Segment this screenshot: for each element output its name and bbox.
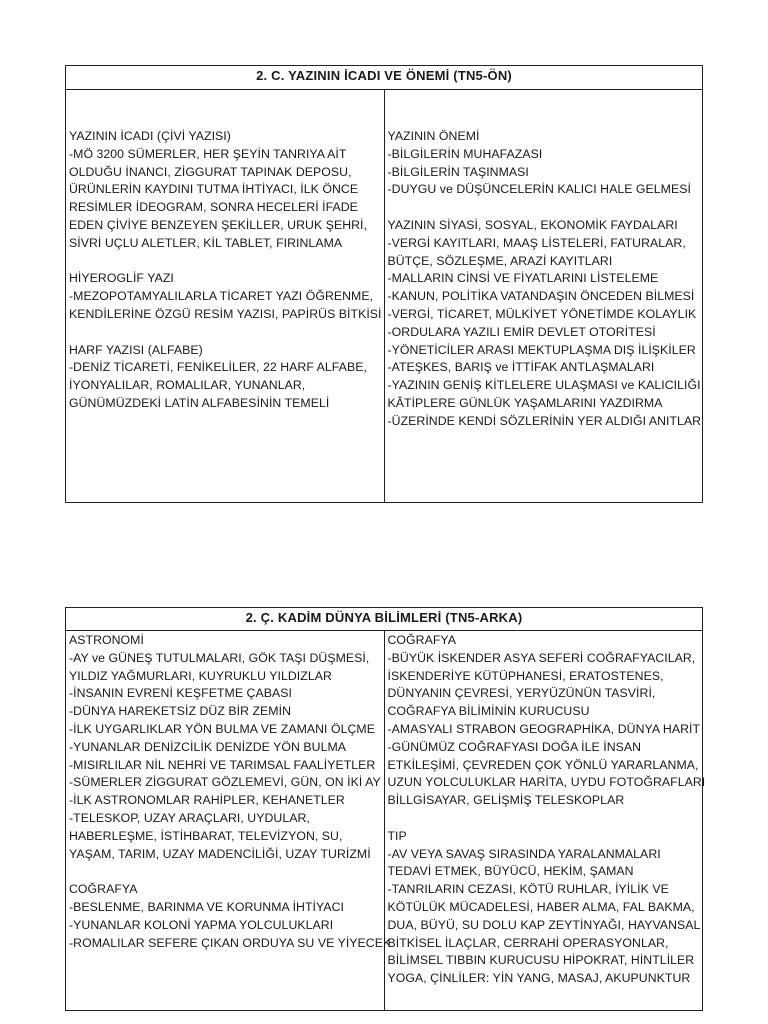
text-line: KÂTİPLERE GÜNLÜK YAŞAMLARINI YAZDIRMA xyxy=(387,395,663,410)
text-line: -GÜNÜMÜZ COĞRAFYASI DOĞA İLE İNSAN xyxy=(387,739,642,754)
text-line: -MEZOPOTAMYALILARLA TİCARET YAZI ÖĞRENME, xyxy=(69,289,374,304)
text-line xyxy=(388,810,703,828)
text-line: -MALLARIN CİNSİ VE FİYATLARINI LİSTELEME xyxy=(387,271,659,286)
text-line: HARF YAZISI (ALFABE) xyxy=(69,342,203,357)
text-line: -TELESKOP, UZAY ARAÇLARI, UYDULAR, xyxy=(69,810,310,825)
text-line: RESİMLER İDEOGRAM, SONRA HECELERİ İFADE xyxy=(69,200,358,215)
text-line: COĞRAFYA xyxy=(387,633,456,647)
text-line: -ORDULARA YAZILI EMİR DEVLET OTORİTESİ xyxy=(387,324,656,339)
left-column xyxy=(66,90,385,503)
text-line: DÜNYANIN ÇEVRESİ, YERYÜZÜNÜN TASVİRİ, xyxy=(387,686,656,701)
text-line: -TANRILARIN CEZASI, KÖTÜ RUHLAR, İYİLİK VE xyxy=(387,882,669,897)
text-line: DUA, BÜYÜ, SU DOLU KAP ZEYTİNYAĞI, HAYVANSAL xyxy=(387,917,701,932)
text-line: EDEN ÇİVİYE BENZEYEN ŞEKİLLER, URUK ŞEHRİ, xyxy=(69,217,367,232)
text-line: -İLK ASTRONOMLAR RAHİPLER, KEHANETLER xyxy=(69,793,345,808)
text-line: -BİLGİLERİN MUHAFAZASI xyxy=(387,146,543,161)
text-line: -BÜYÜK İSKENDER ASYA SEFERİ COĞRAFYACILAR, xyxy=(387,650,696,665)
text-line: YILDIZ YAĞMURLARI, KUYRUKLU YILDIZLAR xyxy=(69,668,332,683)
text-line: YAZININ SİYASİ, SOSYAL, EKONOMİK FAYDALARI xyxy=(387,217,678,232)
card-title: 2. Ç. KADİM DÜNYA BİLİMLERİ (TN5-ARKA) xyxy=(66,608,703,631)
text-line xyxy=(69,324,384,342)
text-line: -YUNANLAR DENİZCİLİK DENİZDE YÖN BULMA xyxy=(69,739,347,754)
right-column xyxy=(384,90,703,503)
text-line: -VERGİ KAYITLARI, MAAŞ LİSTELERİ, FATURALAR, xyxy=(387,235,686,250)
text-line: -VERGİ, TİCARET, MÜLKİYET YÖNETİMDE KOLAYLIK xyxy=(387,306,697,321)
text-line: İYONYALILAR, ROMALILAR, YUNANLAR, xyxy=(69,378,306,393)
text-line: TEDAVİ ETMEK, BÜYÜCÜ, HEKİM, ŞAMAN xyxy=(387,864,634,879)
text-line: YAZININ ÖNEMİ xyxy=(387,129,480,143)
card-title: 2. C. YAZININ İCADI VE ÖNEMİ (TN5-ÖN) xyxy=(66,66,703,90)
text-line: TIP xyxy=(387,828,407,843)
text-line: -AMASYALI STRABON GEOGRAPHİKA, DÜNYA HARİT xyxy=(387,721,701,736)
text-line: -KANUN, POLİTİKA VATANDAŞIN ÖNCEDEN BİLMESİ xyxy=(387,289,695,304)
text-line: BÜTÇE, SÖZLEŞME, ARAZİ KAYITLARI xyxy=(387,253,613,268)
text-line: -DÜNYA HAREKETSİZ DÜZ BİR ZEMİN xyxy=(69,704,291,719)
left-column xyxy=(66,631,392,1011)
text-line: -ROMALILAR SEFERE ÇIKAN ORDUYA SU VE YİYECEK xyxy=(69,935,392,950)
text-line: COĞRAFYA xyxy=(69,882,138,897)
text-line: -DUYGU ve DÜŞÜNCELERİN KALICI HALE GELMESİ xyxy=(387,182,691,197)
text-line: -ÜZERİNDE KENDİ SÖZLERİNİN YER ALDIĞI ANITLAR xyxy=(387,413,702,428)
text-line: -İNSANIN EVRENİ KEŞFETME ÇABASI xyxy=(69,686,292,701)
text-line: -MÖ 3200 SÜMERLER, HER ŞEYİN TANRIYA AİT xyxy=(69,146,347,161)
text-line: YAZININ İCADI (ÇİVİ YAZISI) xyxy=(69,129,231,143)
text-line xyxy=(69,863,384,881)
text-line: İSKENDERİYE KÜTÜPHANESİ, ERATOSTENES, xyxy=(387,668,664,683)
text-line: YOGA, ÇİNLİLER: YİN YANG, MASAJ, AKUPUNKTUR xyxy=(387,971,691,986)
text-line: KÖTÜLÜK MÜCADELESİ, HABER ALMA, FAL BAKMA, xyxy=(387,899,695,914)
text-line: -YAZININ GENİŞ KİTLELERE ULAŞMASI ve KALICILIĞI xyxy=(387,378,701,393)
text-line: ETKİLEŞİMİ, ÇEVREDEN ÇOK YÖNLÜ YARARLANMA, xyxy=(387,757,699,772)
text-line: -DENİZ TİCARETİ, FENİKELİLER, 22 HARF ALFABE, xyxy=(69,360,367,375)
text-line: BİLLGİSAYAR, GELİŞMİŞ TELESKOPLAR xyxy=(387,793,625,808)
text-line: YAŞAM, TARIM, UZAY MADENCİLİĞİ, UZAY TURİZMİ xyxy=(69,846,371,861)
text-line: HİYEROGLİF YAZI xyxy=(69,271,174,286)
text-line: BİLİMSEL TIBBIN KURUCUSU HİPOKRAT, HİNTLİLER xyxy=(387,953,695,968)
text-line: -BESLENME, BARINMA VE KORUNMA İHTİYACI xyxy=(69,899,344,914)
text-line: ÜRÜNLERİN KAYDINI TUTMA İHTİYACI, İLK ÖNCE xyxy=(69,182,359,197)
text-line: -AV VEYA SAVAŞ SIRASINDA YARALANMALARI xyxy=(387,846,661,861)
text-line: COĞRAFYA BİLİMİNİN KURUCUSU xyxy=(387,704,590,719)
text-line xyxy=(69,253,384,271)
text-line: -İLK UYGARLIKLAR YÖN BULMA VE ZAMANI ÖLÇME xyxy=(69,721,375,736)
text-line: BİTKİSEL İLAÇLAR, CERRAHİ OPERASYONLAR, xyxy=(387,935,669,950)
card-ancient-sciences xyxy=(65,607,706,1011)
text-line: -BİLGİLERİN TAŞINMASI xyxy=(387,164,529,179)
text-line: -SÜMERLER ZİGGURAT GÖZLEMEVİ, GÜN, ON İKİ AY xyxy=(69,775,381,790)
text-line: SİVRİ UÇLU ALETLER, KİL TABLET, FIRINLAMA xyxy=(69,235,343,250)
card-writing-invention xyxy=(65,65,703,503)
right-column xyxy=(384,631,706,1011)
text-line: UZUN YOLCULUKLAR HARİTA, UYDU FOTOĞRAFLARI xyxy=(387,775,706,790)
text-line: OLDUĞU İNANCI, ZİGGURAT TAPINAK DEPOSU, xyxy=(69,164,352,179)
text-line: KENDİLERİNE ÖZGÜ RESİM YAZISI, PAPİRÜS BİTKİSİ xyxy=(69,306,382,321)
text-line xyxy=(388,199,703,217)
text-line: -ATEŞKES, BARIŞ ve İTTİFAK ANTLAŞMALARI xyxy=(387,360,655,375)
text-line: -YÖNETİCİLER ARASI MEKTUPLAŞMA DIŞ İLİŞKİLER xyxy=(387,342,696,357)
text-line: GÜNÜMÜZDEKİ LATİN ALFABESİNİN TEMELİ xyxy=(69,395,330,410)
text-line: -AY ve GÜNEŞ TUTULMALARI, GÖK TAŞI DÜŞMESİ, xyxy=(69,650,370,665)
text-line: ASTRONOMİ xyxy=(69,633,144,647)
text-line: HABERLEŞME, İSTİHBARAT, TELEVİZYON, SU, xyxy=(69,828,343,843)
text-line: -MISIRLILAR NİL NEHRİ VE TARIMSAL FAALİYETLER xyxy=(69,757,376,772)
text-line: -YUNANLAR KOLONİ YAPMA YOLCULUKLARI xyxy=(69,917,334,932)
